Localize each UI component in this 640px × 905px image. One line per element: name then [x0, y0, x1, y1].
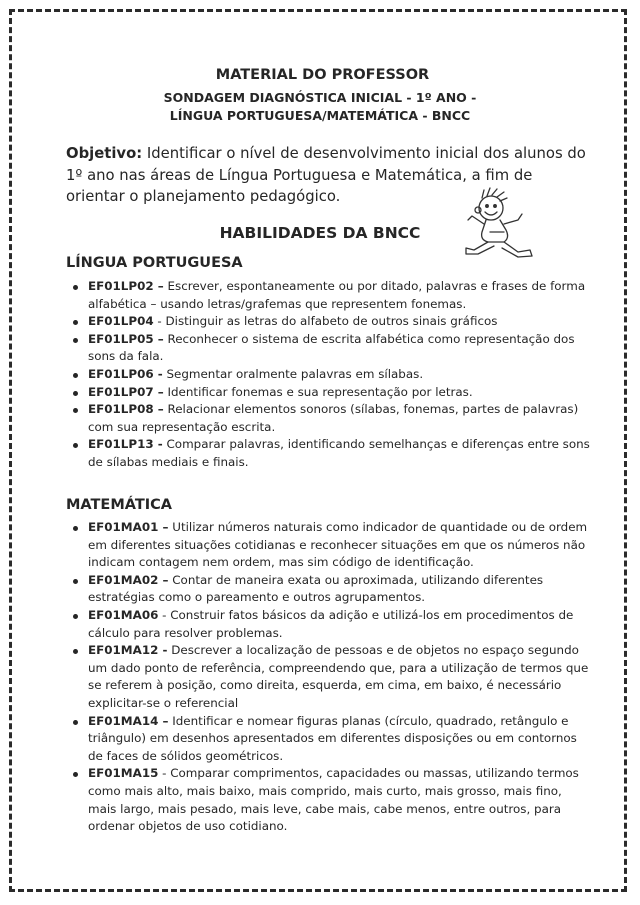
skill-description: Relacionar elementos sonoros (sílabas, fonemas, partes de palavras) com sua representação escrita. — [88, 402, 579, 434]
matematica-section-title: MATEMÁTICA — [66, 497, 172, 513]
skill-description: - Construir fatos básicos da adição e utilizá-los em procedimentos de cálculo para resolver problemas. — [88, 607, 574, 640]
habilidades-title: HABILIDADES DA BNCC — [219, 224, 421, 242]
skill-code: EF01MA02 – — [88, 572, 169, 587]
skill-description: Descrever a localização de pessoas e de objetos no espaço segundo um dado ponto de referência, compreendendo que, para a utilização de termos que se referem à posição, como direita, esquerda, em cima, em baixo, é necessário explicitar-se o referencial — [88, 643, 589, 710]
skill-list-item — [70, 436, 590, 471]
skill-code: EF01MA12 - — [88, 643, 168, 658]
skill-code: EF01MA15 — [88, 766, 159, 781]
skill-description: - Comparar comprimentos, capacidades ou massas, utilizando termos como mais alto, mais baixo, mais comprido, mais curto, mais grosso, mais fino, mais largo, mais pesado, mais leve, cabe mais, cabe menos, entre outros, para ordenar objetos de uso cotidiano. — [88, 766, 579, 834]
skill-list-item — [70, 607, 590, 642]
skill-description: Reconhecer o sistema de escrita alfabética como representação dos sons da fala. — [88, 331, 575, 364]
document-subtitle-line2: LÍNGUA PORTUGUESA/MATEMÁTICA - BNCC — [169, 108, 471, 123]
skill-list-item — [70, 366, 590, 384]
skill-description: Contar de maneira exata ou aproximada, utilizando diferentes estratégias como o pareamento e outros agrupamentos. — [88, 572, 544, 605]
skill-code: EF01MA14 – — [88, 713, 169, 728]
skill-list-item — [70, 713, 590, 766]
objective-label: Objetivo: — [66, 145, 143, 162]
skill-list-item — [70, 642, 590, 712]
objective-text: Identificar o nível de desenvolvimento inicial dos alunos do 1º ano nas áreas de Língua Portuguesa e Matemática, a fim de orientar o planejamento pedagógico. — [66, 145, 586, 205]
skill-description: Escrever, espontaneamente ou por ditado, palavras e frases de forma alfabética – usando letras/grafemas que representem fonemas. — [88, 279, 586, 311]
skill-code: EF01MA06 — [88, 607, 159, 622]
skill-code: EF01LP04 — [88, 314, 154, 329]
skill-list-item — [70, 572, 590, 607]
portugues-skills-list — [70, 278, 590, 472]
skill-description: Segmentar oralmente palavras em sílabas. — [162, 366, 424, 381]
skill-description: - Distinguir as letras do alfabeto de outros sinais gráficos — [153, 314, 498, 329]
document-header — [0, 67, 640, 123]
skill-description: Identificar e nomear figuras planas (círculo, quadrado, retângulo e triângulo) em desenhos apresentados em diferentes disposições ou em contornos de faces de sólidos geométricos. — [88, 713, 577, 763]
skill-code: EF01LP06 - — [88, 366, 163, 381]
matematica-skills-list — [70, 519, 590, 836]
skill-list-item — [70, 331, 590, 366]
skill-code: EF01MA01 – — [88, 520, 169, 534]
skill-list-item — [70, 278, 590, 313]
skill-list-item — [70, 313, 590, 331]
skill-code: EF01LP08 – — [88, 402, 164, 417]
portugues-section-title: LÍNGUA PORTUGUESA — [66, 255, 243, 271]
skill-code: EF01LP13 - — [88, 437, 163, 452]
skill-code: EF01LP07 – — [88, 384, 164, 399]
skill-list-item — [70, 401, 590, 436]
document-subtitle-line1: SONDAGEM DIAGNÓSTICA INICIAL - 1º ANO - — [163, 90, 477, 105]
skill-list-item — [70, 519, 590, 572]
skill-list-item — [70, 384, 590, 402]
skill-description: Utilizar números naturais como indicador de quantidade ou de ordem em diferentes situações cotidianas e reconhecer situações em que os números não indicam contagem nem ordem, mas sim código de identificação. — [88, 520, 588, 570]
skill-code: EF01LP02 – — [88, 279, 164, 293]
skill-list-item — [70, 765, 590, 835]
document-title: MATERIAL DO PROFESSOR — [215, 67, 430, 83]
skill-code: EF01LP05 – — [88, 331, 164, 346]
skill-description: Identificar fonemas e sua representação por letras. — [163, 384, 473, 399]
skill-description: Comparar palavras, identificando semelhanças e diferenças entre sons de sílabas mediais e finais. — [88, 437, 590, 469]
